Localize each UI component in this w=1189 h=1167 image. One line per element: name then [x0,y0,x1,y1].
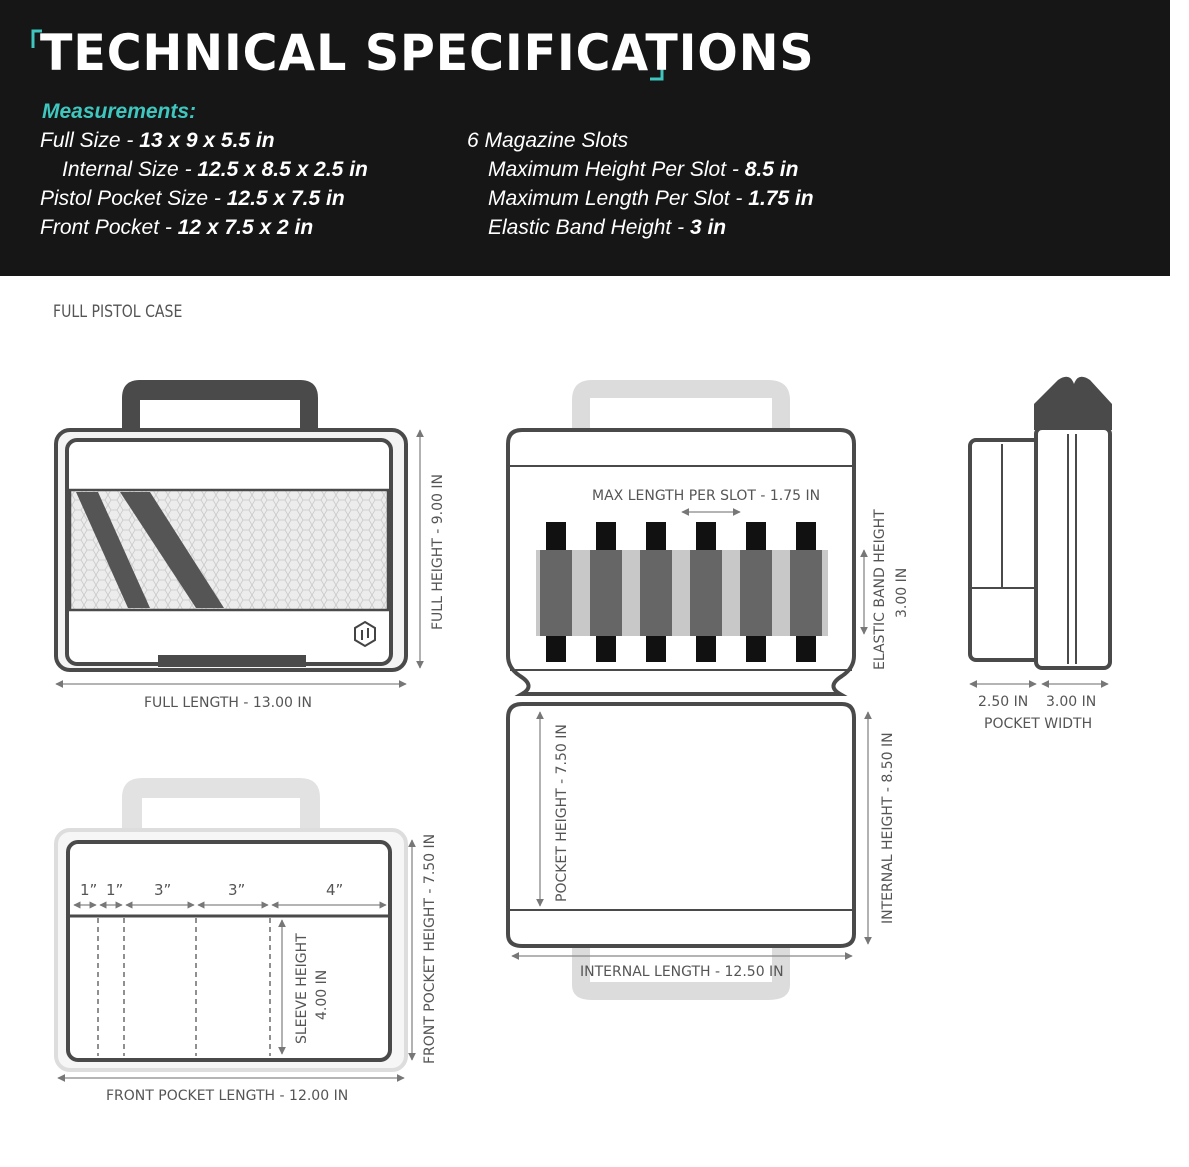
slot-1a-label: 1” [80,881,98,899]
pocket-width-right-label: 3.00 IN [1046,694,1097,710]
full-length-dimension [56,684,406,711]
spec-full-size: Full Size - 13 x 9 x 5.5 in [40,129,275,152]
slot-1b-label: 1” [106,881,124,899]
section-label: FULL PISTOL CASE [53,302,183,322]
front-pocket-height-label: FRONT POCKET HEIGHT - 7.50 IN [422,833,438,1064]
full-length-label: FULL LENGTH - 13.00 IN [144,695,312,711]
slot-4-label: 4” [326,881,344,899]
full-height-dimension [420,430,446,668]
spec-front-pocket: Front Pocket - 12 x 7.5 x 2 in [40,216,314,239]
elastic-band-height-label: ELASTIC BAND HEIGHT [872,509,888,670]
spec-elastic-band-height: Elastic Band Height - 3 in [488,216,727,239]
slot-3b-label: 3” [228,881,246,899]
sleeve-height-value: 4.00 IN [314,969,330,1020]
pocket-width-left-label: 2.50 IN [978,694,1029,710]
elastic-band-height-value: 3.00 IN [894,567,910,618]
page-title: TECHNICAL SPECIFICATIONS [40,24,815,82]
slot-3a-label: 3” [154,881,172,899]
pocket-width-label: POCKET WIDTH [984,716,1093,732]
spec-pistol-pocket-size: Pistol Pocket Size - 12.5 x 7.5 in [40,187,345,210]
spec-magazine-slots: 6 Magazine Slots [467,129,629,152]
elastic-band [536,550,828,636]
pocket-height-label: POCKET HEIGHT - 7.50 IN [554,724,570,902]
internal-length-label: INTERNAL LENGTH - 12.50 IN [580,964,784,980]
internal-height-label: INTERNAL HEIGHT - 8.50 IN [880,732,896,924]
measurements-heading: Measurements: [42,100,197,123]
front-view-case [56,380,406,670]
spec-max-height-per-slot: Maximum Height Per Slot - 8.5 in [488,158,799,181]
full-height-label: FULL HEIGHT - 9.00 IN [430,474,446,630]
side-view-case [970,377,1112,732]
sleeve-height-label: SLEEVE HEIGHT [294,933,310,1044]
spec-internal-size: Internal Size - 12.5 x 8.5 x 2.5 in [62,158,368,181]
spec-max-length-per-slot: Maximum Length Per Slot - 1.75 in [488,187,814,210]
front-pocket-view [56,778,438,1104]
max-length-per-slot-label: MAX LENGTH PER SLOT - 1.75 IN [592,488,821,504]
front-pocket-length-label: FRONT POCKET LENGTH - 12.00 IN [106,1088,349,1104]
front-pocket-panel [68,842,390,1060]
open-view-case [508,380,910,1000]
side-handle-icon [1034,377,1112,430]
